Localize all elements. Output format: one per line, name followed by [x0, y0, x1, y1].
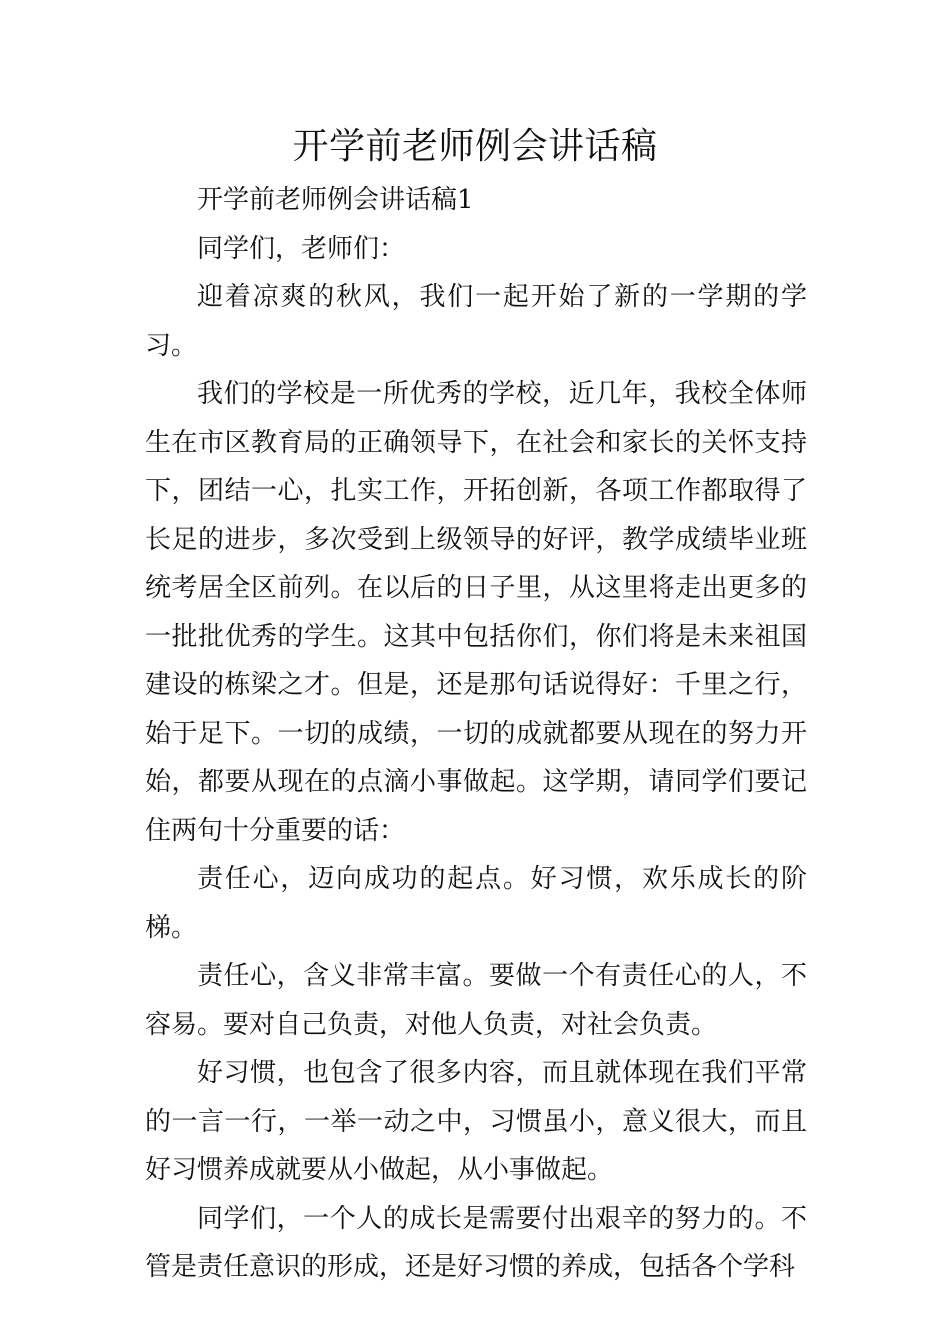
- paragraph: 责任心，迈向成功的起点。好习惯，欢乐成长的阶梯。: [145, 864, 807, 943]
- paragraph: 我们的学校是一所优秀的学校，近几年，我校全体师生在市区教育局的正确领导下，在社会和家长的关怀支持下，团结一心，扎实工作，开拓创新，各项工作都取得了长足的进步，多次受到上级领导的好评，教学成绩毕业班统考居全区前列。在以后的日子里，从这里将走出更多的一批批优秀的学生。这其中包括你们，你们将是未来祖国建设的栋梁之才。但是，还是那句话说得好：千里之行，始于足下。一切的成绩，一切的成就都要从现在的努力开始，都要从现在的点滴小事做起。这学期，请同学们要记住两句十分重要的话：: [145, 379, 807, 846]
- paragraph: 责任心，含义非常丰富。要做一个有责任心的人，不容易。要对自己负责，对他人负责，对社会负责。: [145, 961, 807, 1040]
- paragraph: 迎着凉爽的秋风，我们一起开始了新的一学期的学习。: [145, 282, 807, 361]
- document-body: [145, 176, 807, 1292]
- paragraph: 好习惯，也包含了很多内容，而且就体现在我们平常的一言一行，一举一动之中，习惯虽小，意义很大，而且好习惯养成就要从小做起，从小事做起。: [145, 1058, 807, 1185]
- paragraph-salutation: 同学们，老师们：: [197, 233, 406, 264]
- paragraph: 同学们，一个人的成长是需要付出艰辛的努力的。不管是责任意识的形成，还是好习惯的养成，包括各个学科: [145, 1203, 807, 1282]
- document-title: 开学前老师例会讲话稿: [292, 126, 658, 167]
- paragraph-heading: 开学前老师例会讲话稿1: [197, 185, 474, 215]
